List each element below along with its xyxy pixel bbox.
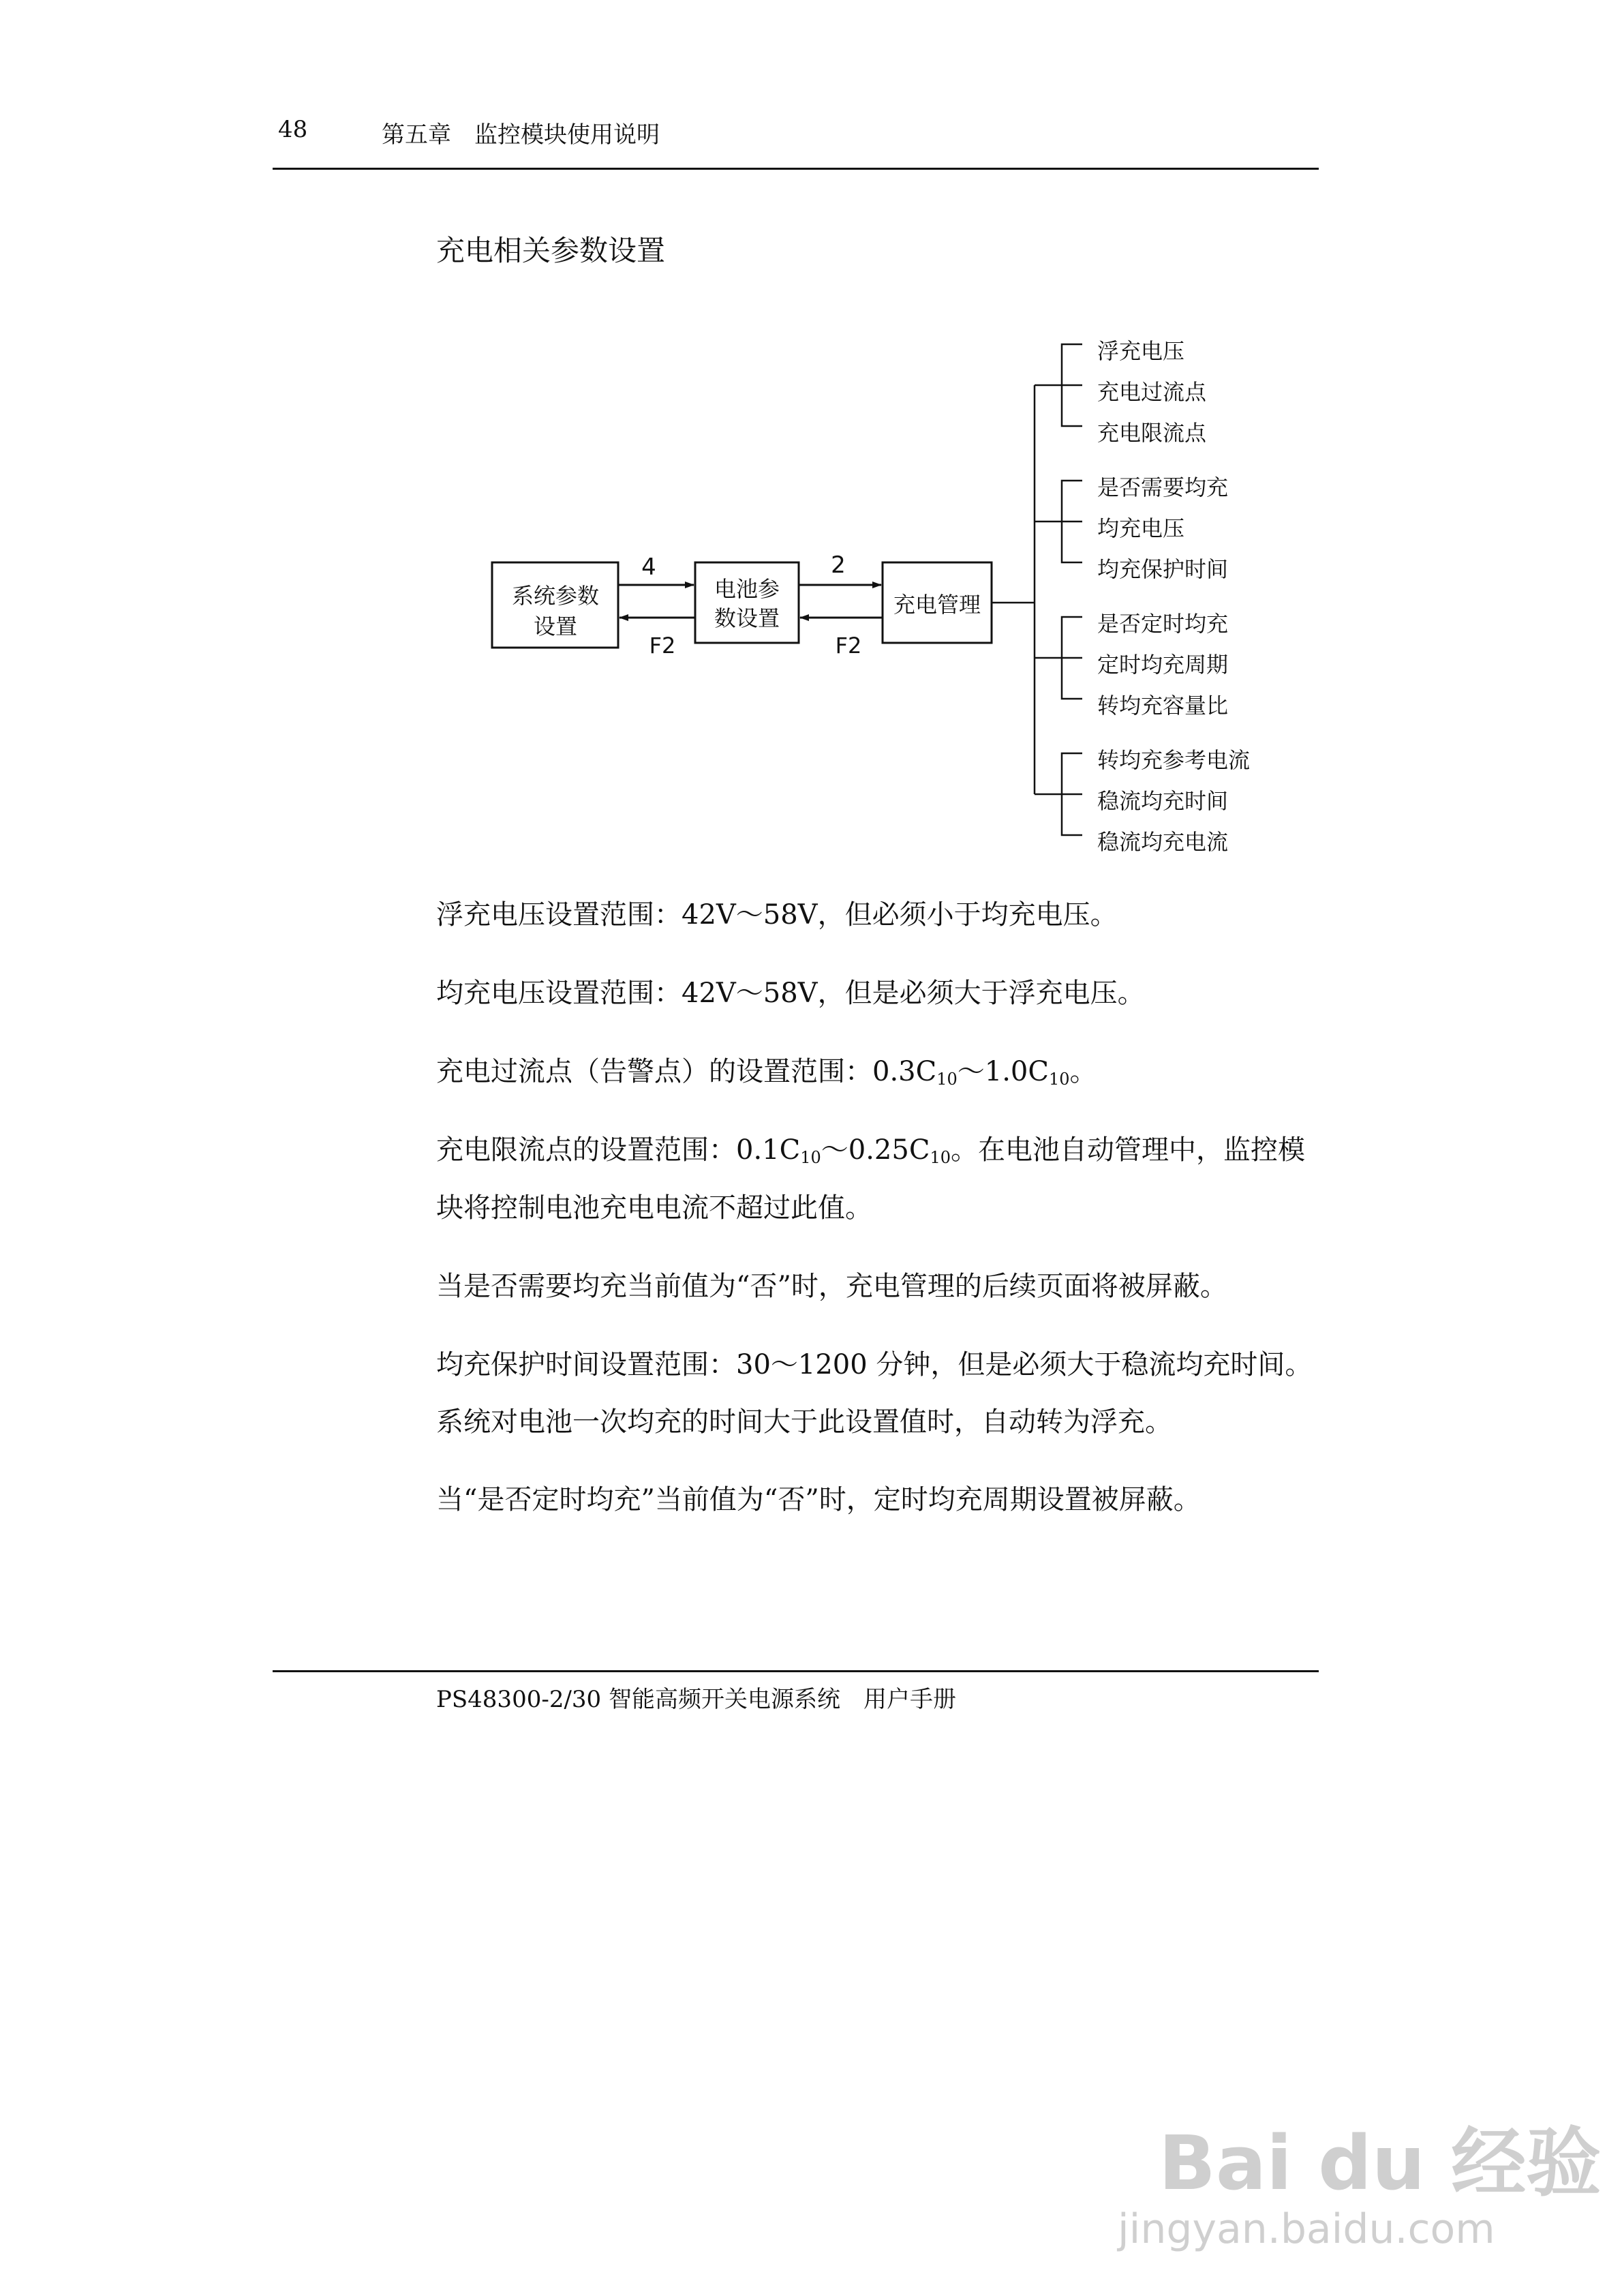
- param-float-voltage: 浮充电压: [1097, 338, 1185, 364]
- chapter-title: 第五章 监控模块使用说明: [382, 121, 660, 149]
- param-equalize-protect-time: 均充保护时间: [1097, 556, 1229, 582]
- para-equalize-voltage-range: 均充电压设置范围：42V～58V，但是必须大于浮充电压。: [436, 978, 1145, 1009]
- param-steady-equalize-current: 稳流均充电流: [1097, 829, 1229, 855]
- box-charge-label: 充电管理: [893, 592, 981, 618]
- watermark-logo: Bai du 经验: [1159, 2119, 1602, 2207]
- section-title: 充电相关参数设置: [436, 234, 666, 267]
- param-equalize-voltage: 均充电压: [1097, 515, 1185, 541]
- para-current-limit-range-cont: 块将控制电池充电电流不超过此值。: [436, 1192, 872, 1224]
- box-system-label-1: 系统参数: [511, 583, 600, 609]
- box-battery-label-1: 电池参: [714, 576, 780, 602]
- param-charge-current-limit: 充电限流点: [1097, 420, 1207, 446]
- para-current-limit-range: 充电限流点的设置范围：$0.1C_{10}\sim 0.25C_{10}$。在电池自动管理中，监控模: [436, 1134, 1305, 1167]
- param-timed-equalize: 是否定时均充: [1097, 611, 1229, 637]
- para-float-voltage-range: 浮充电压设置范围：42V～58V，但必须小于均充电压。: [436, 899, 1118, 931]
- box-battery-label-2: 数设置: [714, 605, 780, 631]
- para-equalize-protect-range: 均充保护时间设置范围：30～1200 分钟，但是必须大于稳流均充时间。: [436, 1349, 1313, 1380]
- arrow1-forward-label: 4: [641, 554, 656, 581]
- param-steady-equalize-time: 稳流均充时间: [1097, 788, 1229, 814]
- para-overcurrent-range: 充电过流点（告警点）的设置范围：$0.3C_{10}\sim 1.0C_{10}$。: [436, 1056, 1097, 1089]
- para-timed-equalize-note: 当“是否定时均充”当前值为“否”时，定时均充周期设置被屏蔽。: [436, 1484, 1201, 1515]
- param-charge-overcurrent: 充电过流点: [1097, 379, 1207, 405]
- footer-text: PS48300-2/30 智能高频开关电源系统 用户手册: [436, 1686, 956, 1713]
- param-equalize-capacity-ratio: 转均充容量比: [1097, 693, 1229, 719]
- param-need-equalize: 是否需要均充: [1097, 474, 1229, 500]
- arrow1-back-label: F2: [649, 633, 676, 659]
- charge-settings-diagram: [0, 0, 1622, 886]
- page-number: 48: [278, 116, 308, 143]
- arrow2-back-label: F2: [835, 633, 862, 659]
- watermark-url: jingyan.baidu.com: [1118, 2205, 1495, 2253]
- para-equalize-protect-note: 系统对电池一次均充的时间大于此设置值时，自动转为浮充。: [436, 1406, 1172, 1438]
- footer-rule: [273, 1670, 1319, 1672]
- param-equalize-ref-current: 转均充参考电流: [1097, 747, 1251, 773]
- param-timed-equalize-period: 定时均充周期: [1097, 652, 1229, 678]
- para-need-equalize-note: 当是否需要均充当前值为“否”时，充电管理的后续页面将被屏蔽。: [436, 1271, 1227, 1302]
- arrow2-forward-label: 2: [831, 552, 846, 579]
- param-list: [1097, 338, 1250, 855]
- box-system-label-2: 设置: [533, 614, 578, 639]
